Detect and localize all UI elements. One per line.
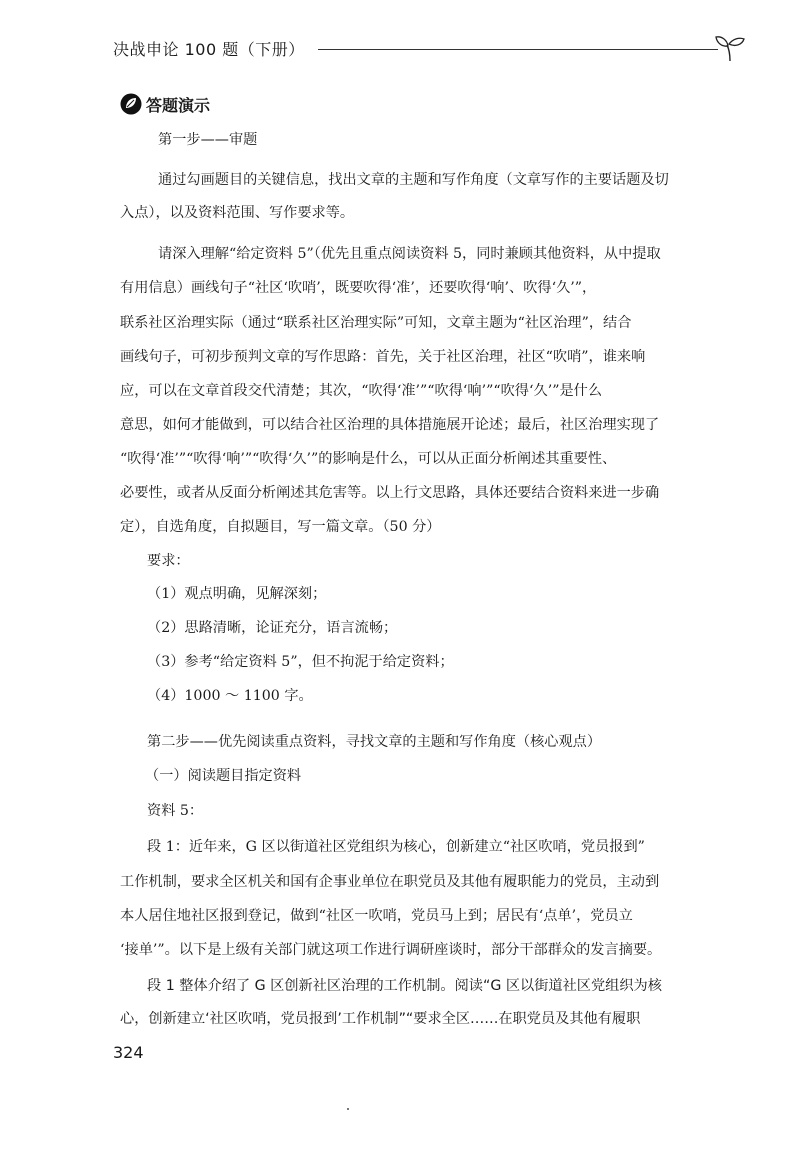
material-line: ‘接单’”。以下是上级有关部门就这项工作进行调研座谈时，部分干部群众的发言摘要。 [120,942,662,958]
paragraph-line: 必要性，或者从反面分析阐述其危害等。以上行文思路，具体还要结合资料来进一步确 [120,485,660,501]
material-line: 段 1：近年来，G 区以街道社区党组织为核心，创新建立“社区吹哨，党员报到” [147,839,645,855]
sprout-icon [713,33,747,63]
material-label: 资料 5： [147,803,204,819]
paragraph-line: 画线句子，可初步预判文章的写作思路：首先，关于社区治理，社区“吹哨”，谁来响 [120,349,646,365]
subsection-heading: （一）阅读题目指定资料 [145,768,302,784]
material-line: 工作机制，要求全区机关和国有企事业单位在职党员及其他有履职能力的党员，主动到 [120,874,660,890]
paragraph-line: 请深入理解“给定资料 5”（优先且重点阅读资料 5，同时兼顾其他资料，从中提取 [158,246,661,262]
requirements-label: 要求： [147,553,190,569]
paragraph-line: 通过勾画题目的关键信息，找出文章的主题和写作角度（文章写作的主要话题及切 [158,172,669,188]
paragraph-line: 入点），以及资料范围、写作要求等。 [120,205,355,221]
requirement-item: （1）观点明确，见解深刻； [147,586,327,602]
material-line: 本人居住地社区报到登记，做到“社区一吹哨，党员马上到；居民有‘点单’，党员立 [120,908,633,924]
book-title: 决战申论 100 题（下册） [113,40,305,59]
paragraph-line: “吹得‘准’”“吹得‘响’”“吹得‘久’”的影响是什么，可以从正面分析阐述其重要性、 [120,451,617,467]
section-title: 答题演示 [146,95,211,115]
leaf-icon [120,93,142,115]
analysis-line: 心，创新建立‘社区吹哨，党员报到’工作机制”“要求全区……在职党员及其他有履职 [120,1011,641,1027]
paragraph-line: 联系社区治理实际（通过“联系社区治理实际”可知，文章主题为“社区治理”，结合 [120,315,632,331]
paragraph-line: 意思，如何才能做到，可以结合社区治理的具体措施展开论述；最后，社区治理实现了 [120,417,660,433]
section-heading [120,92,210,116]
header-rule [318,49,718,50]
paragraph-line: 应，可以在文章首段交代清楚；其次，“吹得‘准’”“吹得‘响’”“吹得‘久’”是什么 [120,383,603,399]
page-number: 324 [113,1043,144,1062]
step-one-heading: 第一步——审题 [158,132,258,148]
scan-dot [347,1108,349,1110]
paragraph-line: 定），自选角度，自拟题目，写一篇文章。（50 分） [120,519,441,535]
paragraph-line: 有用信息）画线句子“社区‘吹哨’，既要吹得‘准’，还要吹得‘响’、吹得‘久’”， [120,280,597,296]
step-two-heading: 第二步——优先阅读重点资料，寻找文章的主题和写作角度（核心观点） [147,734,602,750]
analysis-line: 段 1 整体介绍了 G 区创新社区治理的工作机制。阅读“G 区以街道社区党组织为核 [147,978,662,994]
requirement-item: （2）思路清晰，论证充分，语言流畅； [147,620,398,636]
running-header [113,33,753,63]
requirement-item: （3）参考“给定资料 5”，但不拘泥于给定资料； [147,654,454,670]
requirement-item: （4）1000 ～ 1100 字。 [147,688,313,704]
